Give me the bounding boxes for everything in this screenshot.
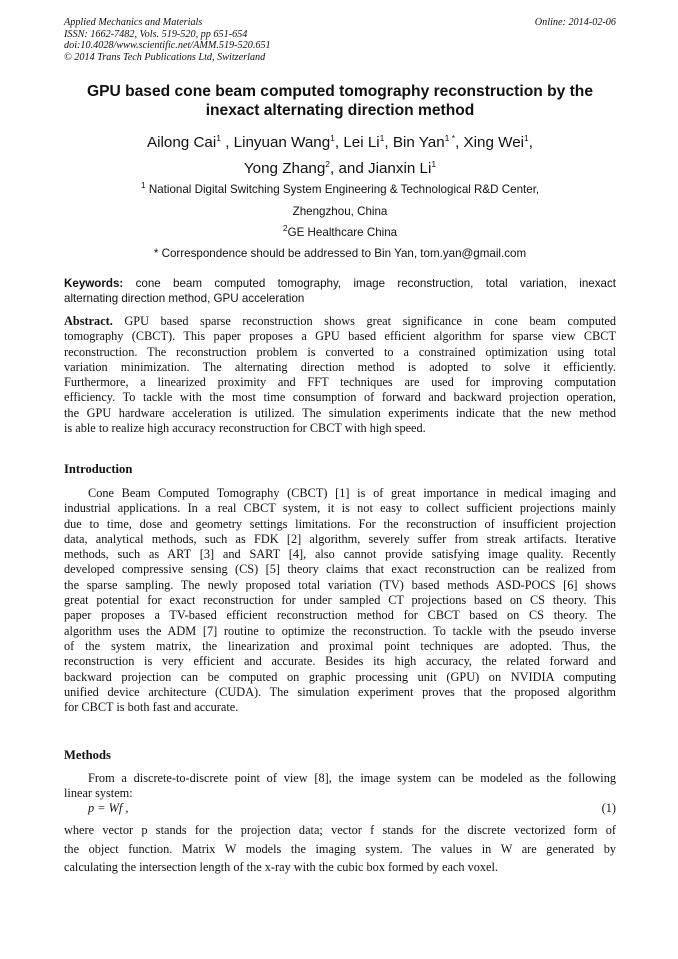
- keywords-line-2: alternating direction method, GPU acceleration: [64, 292, 305, 305]
- abstract-line: efficiency. To tackle with the most time consumption of forward and backward projection operation,: [64, 390, 616, 405]
- section-heading-introduction: Introduction: [64, 462, 133, 476]
- introduction-paragraph: [64, 486, 616, 715]
- author-affiliation-mark: 1: [379, 132, 385, 143]
- abstract-line: the GPU hardware acceleration is utilized. The simulation experiments indicate that the new method: [64, 405, 616, 420]
- intro-line: industrial applications. In a real CBCT system, it is not easy to collect sufficient projections mainly: [64, 501, 616, 516]
- abstract-line: is able to realize high accuracy reconstruction for CBCT with high speed.: [64, 421, 426, 436]
- journal-name: Applied Mechanics and Materials: [64, 17, 203, 28]
- author-name: Xing Wei: [463, 134, 525, 151]
- author-affiliation-mark: 1: [431, 158, 437, 169]
- correspondence-note: * Correspondence should be addressed to Bin Yan, tom.yan@gmail.com: [153, 247, 527, 260]
- keywords-block: [64, 276, 616, 306]
- methods-line: linear system:: [64, 786, 133, 801]
- author-affiliation-mark: 1 *: [444, 132, 456, 143]
- journal-issn: ISSN: 1662-7482, Vols. 519-520, pp 651-654: [64, 28, 248, 40]
- author-line-2: Yong Zhang$^2$, and Jianxin Li$^1$: [243, 158, 437, 177]
- section-heading-methods: Methods: [64, 748, 111, 762]
- abstract-label: Abstract.: [64, 314, 113, 328]
- affiliation-2-text: GE Healthcare China: [287, 226, 398, 239]
- abstract-line: variation minimization. The alternating direction method is adopted to solve it efficiently.: [64, 359, 616, 374]
- journal-copyright: © 2014 Trans Tech Publications Ltd, Switzerland: [64, 51, 266, 63]
- intro-line: backward projection can be computed on graphic processing unit (GPU) on NVIDIA computing: [64, 669, 616, 684]
- intro-line: Cone Beam Computed Tomography (CBCT) [1] is of great importance in medical imaging and: [88, 486, 616, 500]
- author-name: Linyuan Wang: [233, 134, 331, 151]
- affiliation-1: [64, 180, 616, 197]
- abstract-line: reconstruction. The reconstruction problem is converted to a constrained optimization using total: [64, 344, 616, 359]
- abstract-line: tomography (CBCT). This paper proposes a GPU based efficient algorithm for sparse view CBCT: [64, 329, 616, 344]
- affiliation-2: [64, 223, 616, 240]
- author-line-1: Ailong Cai$^1$ , Linyuan Wang$^1$, Lei Li$^1$, Bin Yan$^{1 *}$, Xing Wei$^1$,: [147, 132, 533, 151]
- intro-line: algorithm uses the ADM [7] routine to optimize the reconstruction. To tackle with the pseudo inverse: [64, 623, 616, 638]
- affiliation-mark: 2: [282, 223, 288, 234]
- author-list: [64, 130, 616, 182]
- intro-line: for CBCT is both fast and accurate.: [64, 700, 239, 715]
- abstract-line-1: [64, 314, 616, 329]
- author-name: Jianxin Li: [368, 160, 432, 177]
- author-name: Bin Yan: [392, 134, 445, 151]
- author-affiliation-mark: 1: [216, 132, 221, 143]
- intro-line: reconstruction is very efficient and accurate. Besides its high accuracy, the related forward and: [64, 654, 616, 669]
- affiliation-1-line-1: National Digital Switching System Engineering & Technological R&D Center,: [148, 183, 540, 196]
- online-date: Online: 2014-02-06: [534, 17, 616, 28]
- intro-line: due to time, dose and geometry settings limitations. For the reconstruction of insufficient projection: [64, 516, 616, 531]
- keywords-text: cone beam computed tomography, image reconstruction, total variation, inexact: [135, 277, 616, 290]
- intro-line: great potential for exact reconstruction for under sampled CT projections based on CS theory. This: [64, 593, 616, 608]
- methods-line: where vector p stands for the projection data; vector f stands for the discrete vectorized form of: [64, 823, 616, 837]
- equation-number: (1): [601, 801, 616, 815]
- author-name: Lei Li: [343, 134, 380, 151]
- keywords-label: Keywords:: [64, 277, 124, 290]
- intro-line: methods, such as ART [3] and SART [4], also cannot provide satisfying image quality. Recently: [64, 547, 616, 562]
- affiliation-1-city: Zhengzhou, China: [292, 205, 388, 218]
- abstract-line: Furthermore, a linearized proximity and FFT techniques are used for improving computation: [64, 375, 616, 390]
- methods-paragraph-2: [64, 821, 616, 877]
- intro-line: of the system matrix, the linearization and proximal point techniques are adopted. Thus, the: [64, 638, 616, 653]
- intro-line: paper proposes a TV-based efficient reconstruction method for CBCT based on CS theory. The: [64, 608, 616, 623]
- intro-line: unified device architecture (CUDA). The simulation experiment proves that the proposed algorithm: [64, 684, 616, 699]
- methods-line: From a discrete-to-discrete point of view [8], the image system can be modeled as the following: [88, 771, 616, 785]
- intro-line: data, analytical methods, such as FDK [2] algorithm, severely suffer from streak artifacts. Iterative: [64, 531, 616, 546]
- methods-line: calculating the intersection length of the x-ray with the cubic box formed by each voxel.: [64, 860, 498, 874]
- methods-paragraph-1: [64, 771, 616, 802]
- intro-line: the sparse sampling. The newly proposed total variation (TV) based methods ASD-POCS [6] shows: [64, 577, 616, 592]
- author-affiliation-mark: 1: [524, 132, 529, 143]
- journal-header: [64, 17, 616, 63]
- abstract-paragraph: [64, 314, 616, 436]
- methods-line: the object function. Matrix W models the imaging system. The values in W are generated by: [64, 841, 616, 856]
- author-affiliation-mark: 1: [330, 132, 335, 143]
- affiliation-mark: 1: [140, 180, 146, 191]
- intro-line: developed compressive sensing (CS) [5] theory claims that exact reconstruction can be realized from: [64, 562, 616, 577]
- author-name: Ailong Cai: [147, 134, 217, 151]
- paper-title: [64, 82, 616, 120]
- keywords-line-1: [64, 276, 616, 291]
- journal-doi: doi:10.4028/www.scientific.net/AMM.519-520.651: [64, 40, 271, 52]
- equation-expression: p = Wf ,: [88, 801, 129, 815]
- title-line-1: GPU based cone beam computed tomography reconstruction by the: [86, 83, 593, 100]
- author-name: Yong Zhang: [243, 160, 326, 177]
- abstract-text: GPU based sparse reconstruction shows great significance in cone beam computed: [124, 314, 617, 328]
- author-affiliation-mark: 2: [325, 158, 331, 169]
- title-line-2: inexact alternating direction method: [205, 102, 475, 119]
